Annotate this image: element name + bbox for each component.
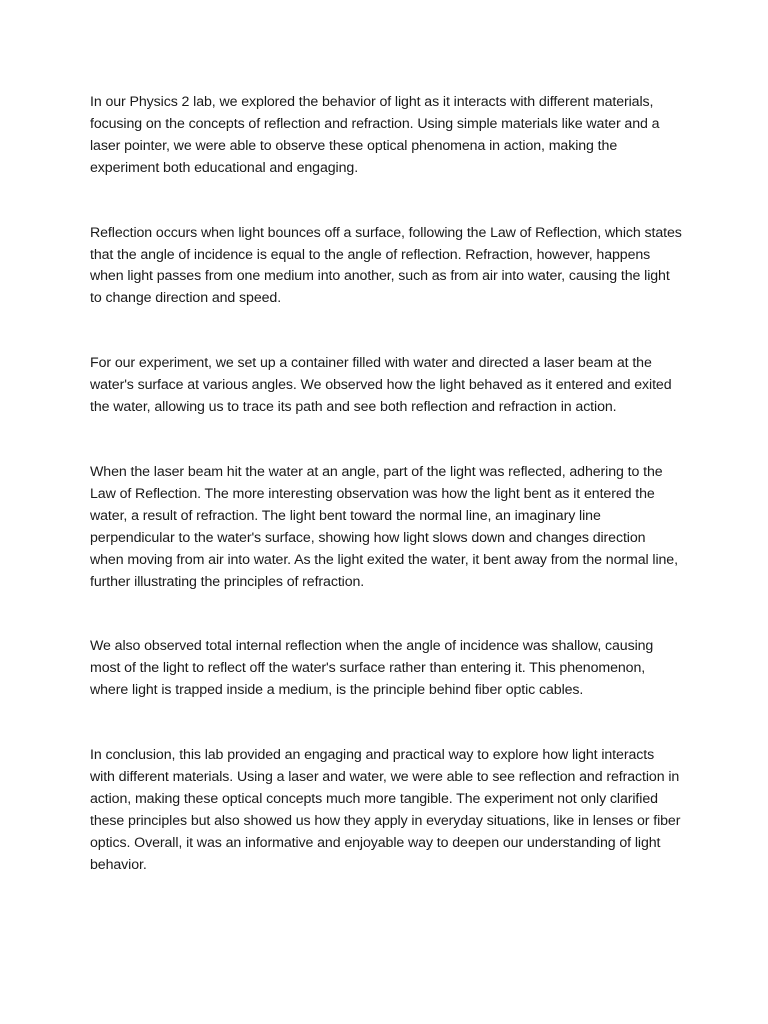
paragraph-total-internal-reflection: We also observed total internal reflection when the angle of incidence was shallow, causing most of the light to reflect off the water's surface rather than entering it. This phenomenon, where light is trapped inside a medium, is the principle behind fiber optic cables. — [90, 638, 654, 699]
paragraph-reflection-refraction: Reflection occurs when light bounces off a surface, following the Law of Reflection, which states that the angle of incidence is equal to the angle of reflection. Refraction, however, happens when light passes from one medium into another, such as from air into water, causing the light to change direction and speed. — [90, 224, 682, 307]
paragraph-conclusion: In conclusion, this lab provided an engaging and practical way to explore how light interacts with different materials. Using a laser and water, we were able to see reflection and refraction in action, making these optical concepts much more tangible. The experiment not only clarified these principles but also showed us how they apply in everyday situations, like in lenses or fiber optics. Overall, it was an informative and enjoyable way to deepen our understanding of light behavior. — [90, 747, 681, 873]
document-body — [90, 92, 682, 877]
paragraph-observations: When the laser beam hit the water at an angle, part of the light was reflected, adhering to the Law of Reflection. The more interesting observation was how the light bent as it entered the water, a result of refraction. The light bent toward the normal line, an imaginary line perpendicular to the water's surface, showing how light slows down and changes direction when moving from air into water. As the light exited the water, it bent away from the normal line, further illustrating the principles of refraction. — [90, 463, 678, 590]
paragraph-introduction: In our Physics 2 lab, we explored the behavior of light as it interacts with different materials, focusing on the concepts of reflection and refraction. Using simple materials like water and a laser pointer, we were able to observe these optical phenomena in action, making the experiment both educational and engaging. — [90, 94, 660, 176]
paragraph-experiment-setup: For our experiment, we set up a container filled with water and directed a laser beam at the water's surface at various angles. We observed how the light behaved as it entered and exited the water, allowing us to trace its path and see both reflection and refraction in action. — [90, 355, 672, 416]
